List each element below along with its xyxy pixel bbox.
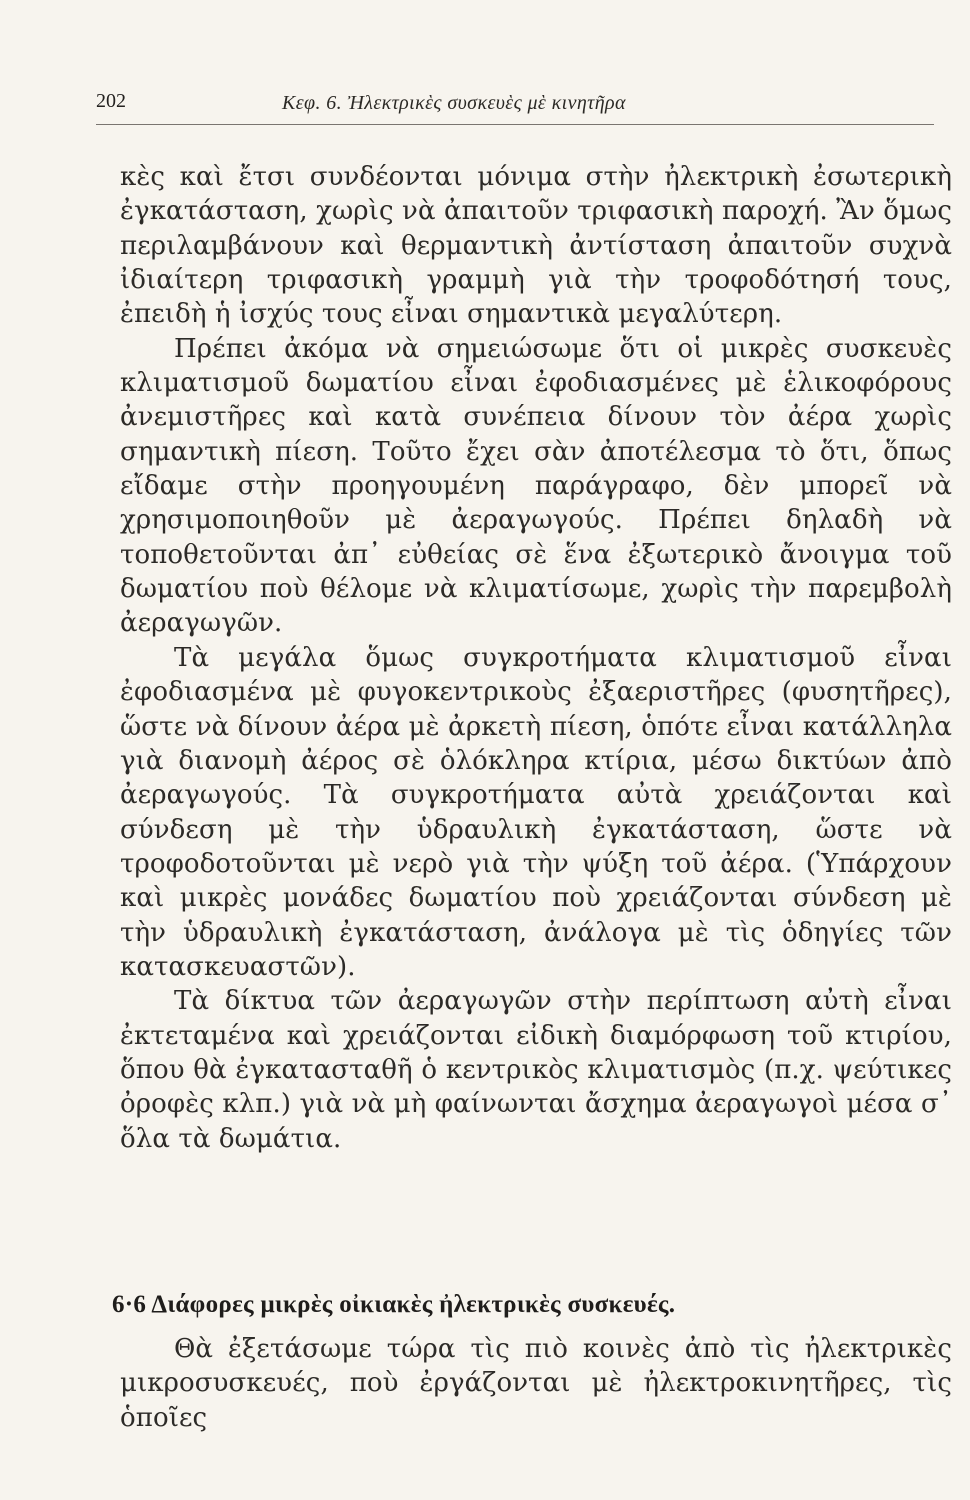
page-number: 202 <box>96 90 126 112</box>
paragraph-3: Τὰ μεγάλα ὅμως συγκροτήματα κλιματισμοῦ εἶναι ἐφοδιασμένα μὲ φυγοκεντρικοὺς ἐξαεριστῆρες (φυσητῆρες), ὥστε νὰ δίνουν ἀέρα μὲ ἀρκετὴ πίεση, ὁπότε εἶναι κατάλληλα γιὰ διανομὴ ἀέρος σὲ ὁλόκληρα κτίρια, μέσω δικτύων ἀπὸ ἀεραγωγούς. Τὰ συγκροτήματα αὐτὰ χρειάζονται καὶ σύνδεση μὲ τὴν ὑδραυλικὴ ἐγκατάσταση, ὥστε νὰ τροφοδοτοῦνται μὲ νερὸ γιὰ τὴν ψύξη τοῦ ἀέρα. (Ὑπάρχουν καὶ μικρὲς μονάδες δωματίου ποὺ χρειάζονται σύνδεση μὲ τὴν ὑδραυλικὴ ἐγκατάσταση, ἀνάλογα μὲ τὶς ὁδηγίες τῶν κατασκευαστῶν). <box>120 642 952 982</box>
main-text <box>120 160 952 1156</box>
paragraph-2: Πρέπει ἀκόμα νὰ σημειώσωμε ὅτι οἱ μικρὲς συσκευὲς κλιματισμοῦ δωματίου εἶναι ἐφοδιασμένες μὲ ἑλικοφόρους ἀνεμιστῆρες καὶ κατὰ συνέπεια δίνουν τὸν ἀέρα χωρὶς σημαντικὴ πίεση. Τοῦτο ἔχει σὰν ἀποτέλεσμα τὸ ὅτι, ὅπως εἴδαμε στὴν προηγουμένη παράγραφο, δὲν μπορεῖ νὰ χρησιμοποιηθοῦν μὲ ἀεραγωγούς. Πρέπει δηλαδὴ νὰ τοποθετοῦνται ἀπ᾿ εὐθείας σὲ ἕνα ἐξωτερικὸ ἄνοιγμα τοῦ δωματίου ποὺ θέλομε νὰ κλιματίσωμε, χωρὶς τὴν παρεμβολὴ ἀεραγωγῶν. <box>120 333 952 639</box>
section-body <box>120 1332 952 1435</box>
section-heading: 6·6 Διάφορες μικρὲς οἰκιακὲς ἠλεκτρικὲς συσκευές. <box>112 1291 676 1318</box>
chapter-title: Κεφ. 6. Ἠλεκτρικὲς συσκευὲς μὲ κινητῆρα <box>282 92 626 114</box>
paragraph-4: Τὰ δίκτυα τῶν ἀεραγωγῶν στὴν περίπτωση αὐτὴ εἶναι ἐκτεταμένα καὶ χρειάζονται εἰδικὴ διαμόρφωση τοῦ κτιρίου, ὅπου θὰ ἐγκατασταθῆ ὁ κεντρικὸς κλιματισμὸς (π.χ. ψεύτικες ὀροφὲς κλπ.) γιὰ νὰ μὴ φαίνωνται ἄσχημα ἀεραγωγοὶ μέσα σ᾿ ὅλα τὰ δωμάτια. <box>120 986 952 1154</box>
section-paragraph: Θὰ ἐξετάσωμε τώρα τὶς πιὸ κοινὲς ἀπὸ τὶς ἠλεκτρικὲς μικροσυσκευές, ποὺ ἐργάζονται μὲ ἠλεκτροκινητῆρες, τὶς ὁποῖες <box>120 1334 952 1433</box>
running-header <box>96 84 934 125</box>
paragraph-1: κὲς καὶ ἔτσι συνδέονται μόνιμα στὴν ἠλεκτρικὴ ἐσωτερικὴ ἐγκατάσταση, χωρὶς νὰ ἀπαιτοῦν τριφασικὴ παροχή. Ἂν ὅμως περιλαμβάνουν καὶ θερμαντικὴ ἀντίσταση ἀπαιτοῦν συχνὰ ἰδιαίτερη τριφασικὴ γραμμὴ γιὰ τὴν τροφοδότησή τους, ἐπειδὴ ἡ ἰσχύς τους εἶναι σημαντικὰ μεγαλύτερη. <box>120 162 952 330</box>
